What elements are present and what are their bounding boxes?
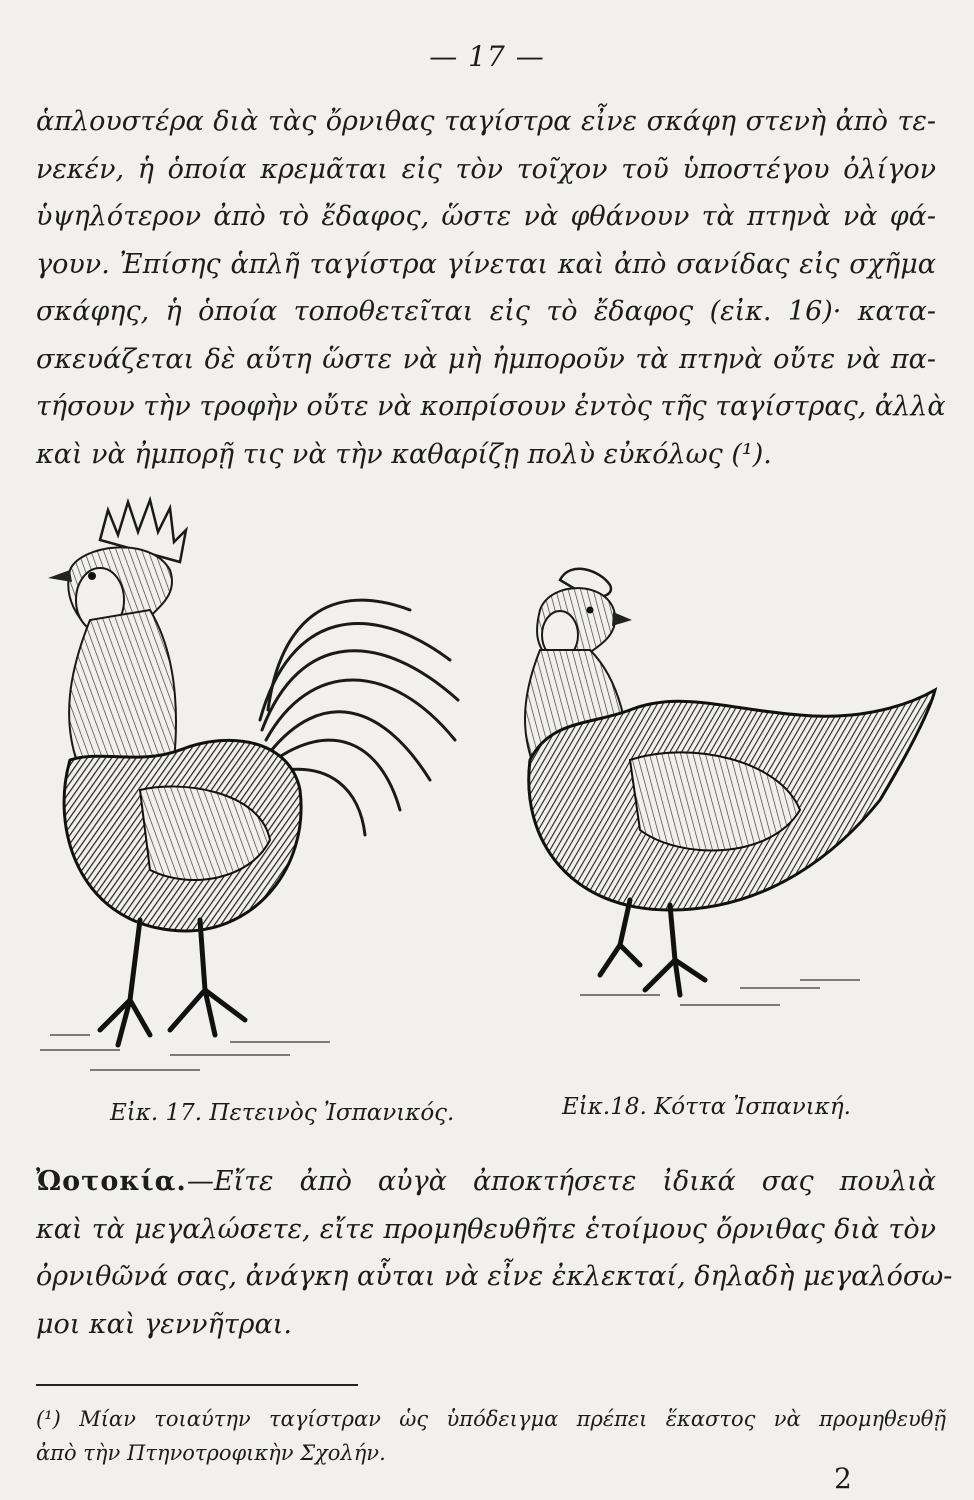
- footnote-line: ἀπὸ τὴν Πτηνοτροφικὴν Σχολήν.: [36, 1441, 386, 1465]
- text-line: σκάφης, ἡ ὁποία τοποθετεῖται εἰς τὸ ἔδαφος (εἰκ. 16)· κατα-: [36, 296, 936, 327]
- text-line: καὶ τὰ μεγαλώσετε, εἴτε προμηθευθῆτε ἑτοίμους ὄρνιθας διὰ τὸν: [36, 1213, 936, 1245]
- signature-mark: 2: [834, 1462, 852, 1495]
- text-line: μοι καὶ γεννῆτραι.: [36, 1308, 292, 1340]
- rooster-illustration: [30, 490, 480, 1090]
- paragraph-egg-laying: [36, 1158, 953, 1348]
- footnote-line: (¹) Μίαν τοιαύτην ταγίστραν ὡς ὑπόδειγμα πρέπει ἕκαστος νὰ προμηθευθῇ: [36, 1407, 946, 1431]
- text-line-rest: —Εἴτε ἀπὸ αὐγὰ ἀποκτήσετε ἰδικά σας πουλιὰ: [186, 1166, 936, 1197]
- text-line: γουν. Ἐπίσης ἁπλῆ ταγίστρα γίνεται καὶ ἀπὸ σανίδας εἰς σχῆμα: [36, 248, 936, 280]
- text-line: ὑψηλότερον ἀπὸ τὸ ἔδαφος, ὥστε νὰ φθάνουν τὰ πτηνὰ νὰ φά-: [36, 201, 936, 232]
- figure-17-caption: Εἰκ. 17. Πετεινὸς Ἰσπανικός.: [110, 1100, 455, 1126]
- text-line: ὀρνιθῶνά σας, ἀνάγκη αὗται νὰ εἶνε ἐκλεκταί, δηλαδὴ μεγαλόσω-: [36, 1261, 953, 1292]
- paragraph-feeders: [36, 98, 946, 478]
- text-line: νεκέν, ἡ ὁποία κρεμᾶται εἰς τὸν τοῖχον τοῦ ὑποστέγου ὀλίγον: [36, 153, 936, 185]
- text-line: σκευάζεται δὲ αὕτη ὥστε νὰ μὴ ἠμποροῦν τὰ πτηνὰ οὔτε νὰ πα-: [36, 343, 936, 375]
- figure-18-caption: Εἰκ.18. Κόττα Ἰσπανική.: [562, 1094, 851, 1120]
- section-heading: Ὠοτοκία.: [36, 1166, 187, 1197]
- footnote-divider: [36, 1384, 358, 1386]
- footnote: [36, 1402, 946, 1470]
- text-line: ἁπλουστέρα διὰ τὰς ὄρνιθας ταγίστρα εἶνε σκάφη στενὴ ἀπὸ τε-: [36, 106, 936, 137]
- hen-illustration: [480, 540, 940, 1040]
- text-line: τήσουν τὴν τροφὴν οὔτε νὰ κοπρίσουν ἐντὸς τῆς ταγίστρας, ἀλλὰ: [36, 391, 946, 422]
- text-line: καὶ νὰ ἠμπορῇ τις νὰ τὴν καθαρίζῃ πολὺ εὐκόλως (¹).: [36, 438, 772, 470]
- page-number: — 17 —: [429, 40, 545, 73]
- text-line: [36, 1158, 936, 1206]
